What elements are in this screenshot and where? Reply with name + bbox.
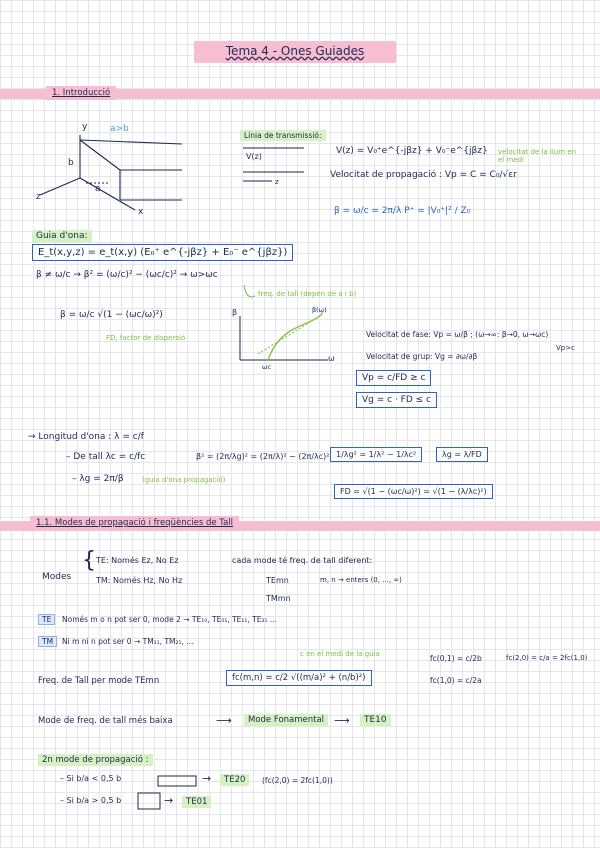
cond2: – Si b/a > 0,5 b	[60, 796, 122, 805]
section-11-heading: 1.1. Modes de propagació i freqüències de Tall	[30, 516, 239, 530]
vg-box: Vg = c · FD ≤ c	[356, 392, 437, 408]
second-mode: 2n mode de propagació :	[38, 754, 153, 766]
tm-tag: TM	[38, 636, 57, 647]
cada-mode: cada mode té freq. de tall diferent:	[232, 556, 373, 565]
linia-z-label: z	[275, 178, 279, 186]
graph-wc-label: ωc	[262, 363, 272, 371]
top-edge	[80, 140, 182, 144]
freq-tall-label: Freq. de Tall per mode TEmn	[38, 676, 160, 686]
te-desc: Només m o n pot ser 0, mode 2 → TE₁₀, TE₀₁, TE₁₁, TE₂₁ ...	[62, 615, 278, 624]
graph-w-label: ω	[328, 354, 335, 363]
eq-fd-box: FD = √(1 − (ωc/ω)²) = √(1 − (λ/λc)²)	[334, 484, 493, 499]
eq-beta: β = ω/c = 2π/λ P⁺ = |V₀⁺|² / Z₀	[334, 206, 471, 216]
te-tag: TE	[38, 614, 55, 625]
lambda-g: – λg = 2π/β	[72, 474, 124, 484]
waveguide-figure	[40, 135, 182, 210]
fig-label-b: b	[68, 158, 74, 168]
mn-enters: m, n → enters (0, ..., ∞)	[320, 576, 402, 584]
section-1-heading: 1. Introducció	[46, 86, 116, 100]
dispersion-graph	[240, 312, 328, 360]
fc-0-1: fc(0,1) = c/2b	[430, 654, 482, 663]
eq-e-field: E_t(x,y,z) = e_t(x,y) (E₀⁺ e^{-jβz} + E₀⁻ e^{jβz})	[32, 244, 293, 261]
z-axis	[40, 178, 80, 195]
te20-highlight: TE20	[220, 774, 249, 786]
green-tall-note: freq. de tall (depèn de a i b)	[258, 290, 357, 298]
mode-baix: Mode de freq. de tall més baixa	[38, 716, 173, 726]
tm-desc: Ni m ni n pot ser 0 → TM₁₁, TM₂₁, ...	[62, 637, 194, 646]
graph-curve-label: β(ω)	[312, 306, 327, 314]
te01-highlight: TE01	[182, 796, 211, 808]
lambda-g-note: (guia d'ona propagació)	[142, 476, 226, 484]
vgrup: Velocitat de grup: Vg = ∂ω/∂β	[366, 352, 478, 361]
arrow-2: ⟶	[334, 714, 350, 727]
eq-fd: β = ω/c √(1 − (ωc/ω)²)	[60, 310, 163, 320]
eq-beta2: β ≠ ω/c → β² = (ω/c)² − (ωc/c)² → ω>ωc	[36, 270, 218, 280]
fig-label-y: y	[82, 122, 88, 132]
eq-lambda3: λg = λ/FD	[436, 447, 488, 462]
te-line: TE: Només Ez, No Ez	[96, 556, 179, 565]
fc-relation: fc(2,0) = c/a = 2fc(1,0)	[506, 654, 588, 662]
linia-vz-label: V(z)	[246, 152, 262, 161]
te10-highlight: TE10	[360, 714, 391, 726]
graph-beta-label: β	[232, 308, 238, 317]
fd-label: FD, factor de dispersió	[106, 334, 186, 342]
cond1: – Si b/a < 0,5 b	[60, 774, 122, 783]
eq-vz: V(z) = V₀⁺e^{-jβz} + V₀⁻e^{jβz}	[336, 146, 488, 156]
green-medi-note: c en el medi de la guia	[300, 650, 380, 658]
fig-label-a: a	[95, 184, 101, 194]
modes-label: Modes	[42, 572, 72, 582]
lambda-c: – De tall λc = c/fc	[66, 452, 146, 462]
vp-label: Velocitat de propagació : Vp = C = C₀/√εr	[330, 170, 517, 180]
fig-label-z: z	[36, 192, 41, 202]
vfase2: Vp>c	[556, 344, 575, 352]
mode-fonamental: Mode Fonamental	[244, 714, 328, 726]
tm-mn: TMmn	[266, 594, 291, 603]
longitud-ona: → Longitud d'ona : λ = c/f	[28, 432, 144, 442]
green-velocitat-note: velocitat de la llum en el medi	[498, 148, 577, 164]
eq-fcmn: fc(m,n) = c/2 √((m/a)² + (n/b)²)	[226, 670, 372, 686]
vp-box: Vp = c/FD ≥ c	[356, 370, 431, 386]
guia-heading: Guia d'ona:	[32, 230, 92, 242]
fc-1-0: fc(1,0) = c/2a	[430, 676, 482, 685]
vfase: Velocitat de fase: Vp = ω/β ; (ω→∞: β→0, ω→ωc)	[366, 330, 549, 339]
fig-label-ab: a>b	[110, 124, 129, 134]
linia-heading: Línia de transmissió:	[240, 130, 326, 141]
eq-lambda: β² = (2π/λg)² = (2π/λ)² − (2π/λc)²	[196, 452, 330, 461]
tm-line: TM: Només Hz, No Hz	[96, 576, 183, 585]
arrow-1: ⟶	[216, 714, 232, 727]
page-title: Tema 4 - Ones Guiades	[194, 41, 396, 63]
arrow-4: →	[164, 794, 174, 807]
modes-brace: {	[82, 548, 96, 573]
arrow-3: →	[202, 772, 212, 785]
te-mn: TEmn	[266, 576, 289, 585]
fig-label-x: x	[138, 207, 144, 217]
cond1-note: (fc(2,0) = 2fc(1,0))	[262, 776, 333, 785]
eq-lambda2: 1/λg² = 1/λ² − 1/λc²	[330, 447, 422, 462]
